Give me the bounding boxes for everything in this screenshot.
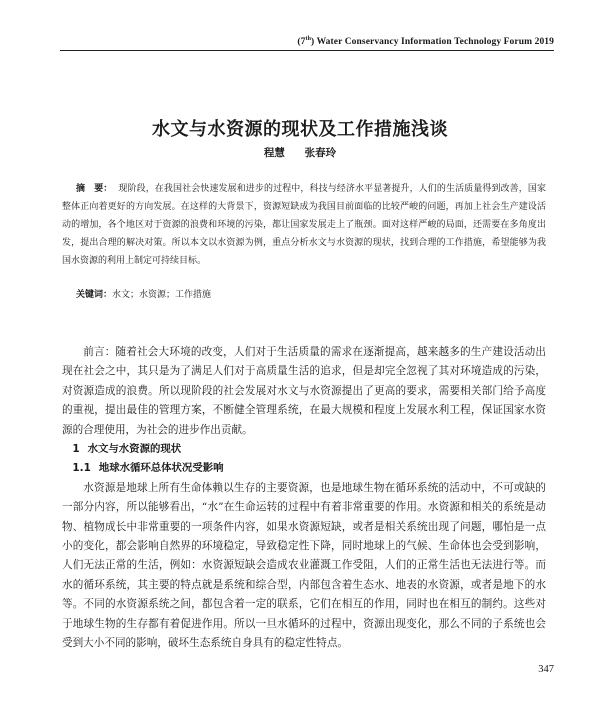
header-edition-superscript: th (305, 36, 312, 42)
abstract (62, 180, 546, 270)
keywords-label: 关键词： (76, 290, 113, 300)
keywords (62, 287, 546, 303)
running-header (297, 36, 554, 47)
header-rule (60, 50, 554, 51)
body-paragraph-1: 水资源是地球上所有生命体赖以生存的主要资源，也是地球生物在循环系统的活动中，不可或缺的一部分内容，所以能够看出，“水”在生命运转的过程中有着非常重要的作用。水资源和相关的系统是动物、植物成长中非常重要的一项条件内容，如果水资源短缺，或者是相关系统出现了问题，哪怕是一点小的变化，都会影响自然界的环境稳定，导致稳定性下降，同时地球上的气候、生命体也会受到影响，人们无法正常的生活，例如：水资源短缺会造成农业灌溉工作受阻，人们的正常生活也无法进行等。而水的循环系统，其主要的特点就是系统和综合型，内部包含着生态水、地表的水资源，或者是地下的水等。不同的水资源系统之间，都包含着一定的联系，它们在相互的作用，同时也在相互的制约。这些对于地球生物的生存都有着促进作用。所以一旦水循环的过程中，资源出现变化，那么不同的子系统也会受到大小不同的影响，破坏生态系统自身具有的稳定性特点。 (62, 481, 546, 650)
section-heading-1 (62, 440, 546, 459)
article-body (62, 343, 546, 654)
abstract-text: 现阶段，在我国社会快速发展和进步的过程中，科技与经济水平显著提升，人们的生活质量得到改善，国家整体正向着更好的方向发展。在这样的大背景下，资源短缺成为我国目前面临的比较严峻的问题，再加上社会生产建设活动的增加，各个地区对于资源的浪费和环境的污染，都让国家发展走上了瓶颈。面对这样严峻的局面，还需要在多角度出发，提出合理的解决对策。所以本文以水资源为例，重点分析水文与水资源的现状，找到合理的工作措施，希望能够为我国水资源的利用上制定可持续目标。 (62, 184, 546, 266)
article-authors: 程慧 张春玲 (263, 147, 337, 159)
header-forum-title: ) Water Conservancy Information Technology Forum 2019 (311, 37, 554, 48)
subsection-heading-1-1 (62, 459, 546, 478)
subsection-title-1-1: 地球水循环总体状况受影响 (98, 462, 224, 475)
abstract-label: 摘 要： (76, 184, 113, 194)
keywords-text: 水文；水资源；工作措施 (112, 290, 212, 300)
section-title-1: 水文与水资源的现状 (87, 443, 182, 456)
header-edition-number: (7 (297, 37, 306, 48)
section-number-1: 1 (72, 443, 80, 456)
preface-paragraph: 前言：随着社会大环境的改变，人们对于生活质量的需求在逐渐提高，越来越多的生产建设活动出现在社会之中，其只是为了满足人们对于高质量生活的追求，但是却完全忽视了其对环境造成的污染，对资源造成的浪费。所以现阶段的社会发展对水文与水资源提出了更高的要求，需要相关部门给予高度的重视，提出最佳的管理方案，不断健全管理系统，在最大规模和程度上发展水利工程，保证国家水资源的合理使用，为社会的进步作出贡献。 (62, 346, 546, 436)
article-title: 水文与水资源的现状及工作措施浅谈 (152, 119, 448, 140)
page-number: 347 (538, 664, 554, 675)
subsection-number-1-1: 1.1 (72, 462, 91, 475)
